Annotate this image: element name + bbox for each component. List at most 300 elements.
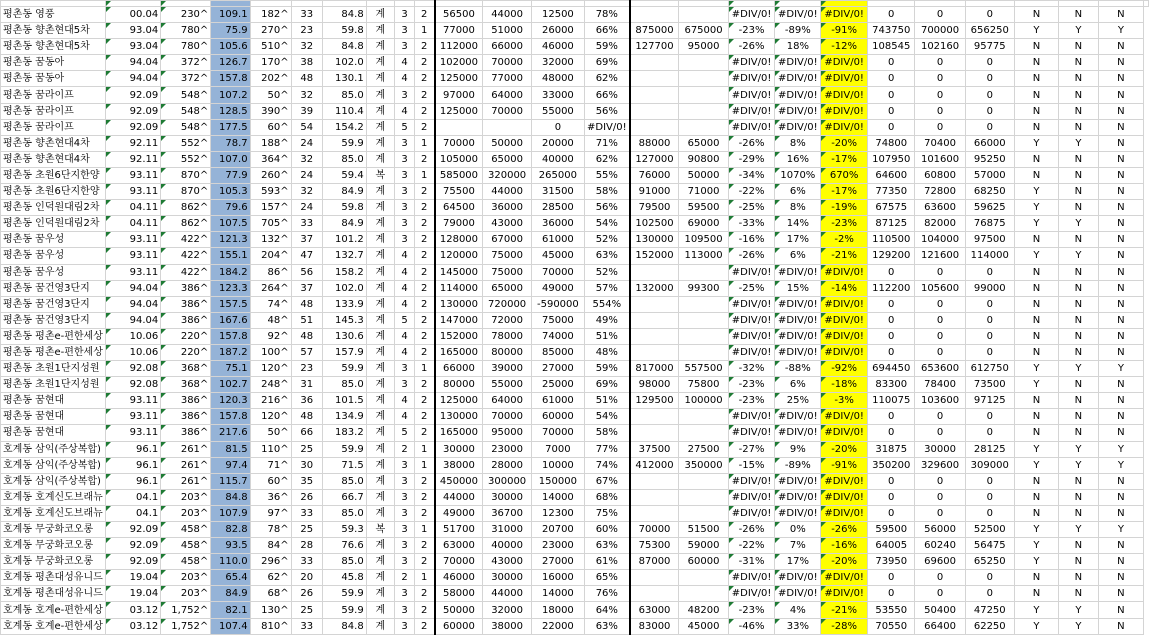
cell-col-6[interactable]: 56 [291, 264, 322, 280]
cell-col-9[interactable]: 3 [395, 586, 415, 602]
cell-col-16[interactable]: 557500 [679, 361, 728, 377]
cell-col-17[interactable]: #DIV/0! [728, 505, 775, 521]
cell-col-25[interactable]: N [1098, 393, 1143, 409]
cell-col-12[interactable]: 78000 [483, 328, 531, 344]
cell-col-14[interactable]: 63% [585, 248, 630, 264]
cell-col-8[interactable]: 계 [366, 328, 394, 344]
cell-col-16[interactable]: 45000 [679, 618, 728, 634]
cell-col-4[interactable]: 102.7 [211, 377, 250, 393]
cell-col-5[interactable]: 84^ [250, 538, 291, 554]
cell-col-20[interactable]: 70550 [868, 618, 915, 634]
cell-col-20[interactable]: 108545 [868, 39, 915, 55]
cell-col-20[interactable]: 112200 [868, 280, 915, 296]
cell-col-6[interactable]: 38 [291, 55, 322, 71]
cell-col-3[interactable]: 386^ [161, 312, 211, 328]
cell-col-2[interactable]: 92.08 [105, 361, 160, 377]
cell-col-6[interactable]: 48 [291, 409, 322, 425]
cell-col-13[interactable]: 14000 [531, 489, 584, 505]
cell-col-11[interactable]: 70000 [435, 554, 483, 570]
cell-col-6[interactable]: 33 [291, 554, 322, 570]
cell-col-23[interactable]: N [1014, 7, 1058, 23]
cell-col-20[interactable]: 0 [868, 87, 915, 103]
cell-col-4[interactable]: 184.2 [211, 264, 250, 280]
cell-col-17[interactable]: -27% [728, 441, 775, 457]
cell-col-24[interactable]: N [1059, 344, 1099, 360]
cell-col-11[interactable]: 75500 [435, 184, 483, 200]
cell-col-19[interactable]: -14% [821, 280, 868, 296]
cell-col-22[interactable]: 0 [965, 425, 1014, 441]
cell-col-7[interactable]: 154.2 [322, 119, 366, 135]
cell-col-13[interactable]: 61000 [531, 232, 584, 248]
cell-col-20[interactable]: 129200 [868, 248, 915, 264]
cell-col-3[interactable]: 870^ [161, 167, 211, 183]
cell-col-5[interactable]: 48^ [250, 312, 291, 328]
cell-col-1[interactable]: 평촌동 평촌e-편한세상 [1, 328, 106, 344]
cell-col-25[interactable]: N [1098, 151, 1143, 167]
cell-col-6[interactable]: 25 [291, 441, 322, 457]
cell-col-23[interactable]: N [1014, 312, 1058, 328]
cell-col-7[interactable]: 130.1 [322, 71, 366, 87]
cell-col-15[interactable] [630, 87, 679, 103]
cell-col-5[interactable]: 92^ [250, 328, 291, 344]
cell-col-11[interactable]: 125000 [435, 103, 483, 119]
cell-col-7[interactable]: 59.9 [322, 135, 366, 151]
cell-col-16[interactable]: 100000 [679, 393, 728, 409]
cell-col-1[interactable]: 호계동 무궁화코오롱 [1, 522, 106, 538]
cell-col-24[interactable]: Y [1059, 441, 1099, 457]
cell-col-12[interactable]: 44000 [483, 7, 531, 23]
cell-col-17[interactable]: #DIV/0! [728, 264, 775, 280]
cell-col-15[interactable]: 130000 [630, 232, 679, 248]
cell-col-12[interactable]: 720000 [483, 296, 531, 312]
cell-col-5[interactable]: 78^ [250, 522, 291, 538]
cell-col-9[interactable]: 5 [395, 312, 415, 328]
cell-col-4[interactable]: 187.2 [211, 344, 250, 360]
cell-col-16[interactable] [679, 119, 728, 135]
cell-col-14[interactable]: 75% [585, 505, 630, 521]
cell-col-6[interactable]: 54 [291, 119, 322, 135]
cell-col-16[interactable] [679, 425, 728, 441]
cell-col-16[interactable] [679, 570, 728, 586]
cell-col-14[interactable]: 554% [585, 296, 630, 312]
cell-col-16[interactable] [679, 264, 728, 280]
cell-col-8[interactable]: 계 [366, 39, 394, 55]
cell-col-17[interactable]: -22% [728, 184, 775, 200]
cell-col-2[interactable]: 96.1 [105, 473, 160, 489]
cell-col-22[interactable]: 0 [965, 55, 1014, 71]
cell-col-10[interactable]: 2 [414, 71, 434, 87]
cell-col-3[interactable]: 386^ [161, 280, 211, 296]
cell-col-1[interactable]: 평촌동 향촌현대4차 [1, 151, 106, 167]
cell-col-19[interactable]: #DIV/0! [821, 312, 868, 328]
cell-col-7[interactable]: 101.2 [322, 232, 366, 248]
cell-col-17[interactable]: -25% [728, 200, 775, 216]
cell-col-3[interactable]: 552^ [161, 151, 211, 167]
cell-col-16[interactable] [679, 103, 728, 119]
cell-col-23[interactable]: Y [1014, 135, 1058, 151]
cell-col-8[interactable]: 계 [366, 280, 394, 296]
cell-col-21[interactable]: 0 [915, 489, 965, 505]
cell-col-22[interactable]: 52500 [965, 522, 1014, 538]
cell-col-19[interactable]: #DIV/0! [821, 264, 868, 280]
cell-col-13[interactable]: 10000 [531, 457, 584, 473]
cell-col-21[interactable]: 60800 [915, 167, 965, 183]
cell-col-14[interactable]: 52% [585, 264, 630, 280]
cell-col-23[interactable]: N [1014, 505, 1058, 521]
cell-col-8[interactable]: 계 [366, 7, 394, 23]
cell-col-2[interactable]: 94.04 [105, 296, 160, 312]
cell-col-21[interactable]: 104000 [915, 232, 965, 248]
cell-col-10[interactable]: 2 [414, 103, 434, 119]
cell-col-6[interactable]: 66 [291, 425, 322, 441]
cell-col-1[interactable]: 평촌동 꿈현대 [1, 409, 106, 425]
cell-col-25[interactable]: N [1098, 39, 1143, 55]
cell-col-24[interactable]: N [1059, 489, 1099, 505]
cell-col-6[interactable]: 26 [291, 586, 322, 602]
cell-col-15[interactable] [630, 473, 679, 489]
cell-col-8[interactable]: 계 [366, 618, 394, 634]
cell-col-11[interactable]: 165000 [435, 425, 483, 441]
cell-col-14[interactable]: 62% [585, 151, 630, 167]
cell-col-9[interactable]: 3 [395, 538, 415, 554]
cell-col-21[interactable]: 0 [915, 312, 965, 328]
cell-col-7[interactable]: 59.3 [322, 522, 366, 538]
cell-col-16[interactable]: 675000 [679, 23, 728, 39]
cell-col-10[interactable]: 2 [414, 425, 434, 441]
cell-col-11[interactable]: 165000 [435, 344, 483, 360]
cell-col-11[interactable]: 114000 [435, 280, 483, 296]
cell-col-11[interactable]: 585000 [435, 167, 483, 183]
cell-col-8[interactable]: 계 [366, 232, 394, 248]
cell-col-1[interactable]: 호계동 호계e-편한세상 [1, 618, 106, 634]
cell-col-5[interactable]: 71^ [250, 457, 291, 473]
cell-col-23[interactable]: N [1014, 570, 1058, 586]
cell-col-6[interactable]: 30 [291, 457, 322, 473]
cell-col-1[interactable]: 평촌동 초원6단지한양 [1, 167, 106, 183]
cell-col-14[interactable]: 59% [585, 361, 630, 377]
cell-col-18[interactable]: 0% [775, 522, 821, 538]
cell-col-10[interactable]: 2 [414, 264, 434, 280]
cell-col-25[interactable]: N [1098, 7, 1143, 23]
cell-col-25[interactable]: N [1098, 216, 1143, 232]
cell-col-24[interactable]: N [1059, 328, 1099, 344]
cell-col-10[interactable]: 1 [414, 457, 434, 473]
cell-col-6[interactable]: 48 [291, 328, 322, 344]
cell-col-2[interactable]: 92.09 [105, 538, 160, 554]
cell-col-18[interactable]: 33% [775, 618, 821, 634]
cell-col-6[interactable]: 51 [291, 312, 322, 328]
cell-col-18[interactable]: 6% [775, 248, 821, 264]
cell-col-22[interactable]: 0 [965, 409, 1014, 425]
cell-col-24[interactable]: Y [1059, 361, 1099, 377]
cell-col-14[interactable]: #DIV/0! [585, 119, 630, 135]
cell-col-12[interactable]: 30000 [483, 489, 531, 505]
cell-col-10[interactable]: 1 [414, 441, 434, 457]
cell-col-14[interactable]: 55% [585, 167, 630, 183]
cell-col-12[interactable]: 64000 [483, 393, 531, 409]
cell-col-10[interactable]: 2 [414, 554, 434, 570]
cell-col-16[interactable]: 75800 [679, 377, 728, 393]
cell-col-11[interactable]: 102000 [435, 55, 483, 71]
cell-col-10[interactable]: 2 [414, 55, 434, 71]
cell-col-18[interactable]: 4% [775, 602, 821, 618]
cell-col-10[interactable]: 1 [414, 361, 434, 377]
cell-col-11[interactable]: 49000 [435, 505, 483, 521]
cell-col-8[interactable]: 계 [366, 457, 394, 473]
cell-col-22[interactable]: 0 [965, 328, 1014, 344]
cell-col-22[interactable]: 0 [965, 586, 1014, 602]
cell-col-10[interactable]: 1 [414, 167, 434, 183]
cell-col-2[interactable]: 92.09 [105, 522, 160, 538]
cell-col-9[interactable]: 3 [395, 473, 415, 489]
cell-col-7[interactable]: 59.4 [322, 167, 366, 183]
cell-col-13[interactable]: 18000 [531, 602, 584, 618]
cell-col-13[interactable]: 33000 [531, 87, 584, 103]
cell-col-18[interactable]: -89% [775, 457, 821, 473]
cell-col-5[interactable]: 60^ [250, 473, 291, 489]
cell-col-4[interactable]: 75.9 [211, 23, 250, 39]
cell-col-12[interactable]: 95000 [483, 425, 531, 441]
cell-col-21[interactable]: 0 [915, 344, 965, 360]
cell-col-25[interactable]: N [1098, 602, 1143, 618]
cell-col-18[interactable]: #DIV/0! [775, 312, 821, 328]
cell-col-24[interactable]: N [1059, 377, 1099, 393]
cell-col-20[interactable]: 87125 [868, 216, 915, 232]
cell-col-3[interactable]: 261^ [161, 457, 211, 473]
cell-col-15[interactable] [630, 312, 679, 328]
cell-col-9[interactable]: 5 [395, 119, 415, 135]
cell-col-20[interactable]: 53550 [868, 602, 915, 618]
cell-col-2[interactable]: 93.11 [105, 248, 160, 264]
cell-col-22[interactable]: 656250 [965, 23, 1014, 39]
cell-col-2[interactable]: 96.1 [105, 457, 160, 473]
cell-col-22[interactable]: 0 [965, 71, 1014, 87]
cell-col-24[interactable]: N [1059, 55, 1099, 71]
cell-col-23[interactable]: Y [1014, 441, 1058, 457]
cell-col-8[interactable]: 계 [366, 361, 394, 377]
cell-col-1[interactable]: 평촌동 향촌현대4차 [1, 135, 106, 151]
cell-col-1[interactable]: 평촌동 꿈우성 [1, 248, 106, 264]
cell-col-6[interactable]: 25 [291, 602, 322, 618]
cell-col-1[interactable]: 평촌동 꿈건영3단지 [1, 280, 106, 296]
cell-col-25[interactable]: N [1098, 425, 1143, 441]
cell-col-2[interactable]: 94.04 [105, 71, 160, 87]
cell-col-13[interactable]: 85000 [531, 344, 584, 360]
cell-col-15[interactable] [630, 489, 679, 505]
cell-col-17[interactable]: #DIV/0! [728, 55, 775, 71]
cell-col-22[interactable]: 0 [965, 570, 1014, 586]
cell-col-16[interactable] [679, 71, 728, 87]
cell-col-17[interactable]: -46% [728, 618, 775, 634]
cell-col-12[interactable]: 55000 [483, 377, 531, 393]
cell-col-13[interactable]: 7000 [531, 441, 584, 457]
cell-col-12[interactable]: 36700 [483, 505, 531, 521]
cell-col-13[interactable]: 48000 [531, 71, 584, 87]
cell-col-6[interactable]: 48 [291, 296, 322, 312]
cell-col-4[interactable]: 107.4 [211, 618, 250, 634]
cell-col-22[interactable]: 97125 [965, 393, 1014, 409]
cell-col-20[interactable]: 64005 [868, 538, 915, 554]
cell-col-24[interactable]: Y [1059, 135, 1099, 151]
cell-col-19[interactable]: -23% [821, 216, 868, 232]
cell-col-11[interactable]: 63000 [435, 538, 483, 554]
cell-col-20[interactable]: 694450 [868, 361, 915, 377]
cell-col-12[interactable]: 70000 [483, 103, 531, 119]
cell-col-5[interactable]: 68^ [250, 586, 291, 602]
cell-col-17[interactable]: #DIV/0! [728, 71, 775, 87]
cell-col-3[interactable]: 780^ [161, 39, 211, 55]
cell-col-13[interactable]: 70000 [531, 264, 584, 280]
cell-col-5[interactable]: 50^ [250, 425, 291, 441]
cell-col-7[interactable]: 133.9 [322, 296, 366, 312]
cell-col-4[interactable]: 81.5 [211, 441, 250, 457]
cell-col-14[interactable]: 69% [585, 377, 630, 393]
cell-col-4[interactable]: 84.8 [211, 489, 250, 505]
cell-col-25[interactable]: N [1098, 538, 1143, 554]
cell-col-19[interactable]: #DIV/0! [821, 425, 868, 441]
cell-col-17[interactable]: #DIV/0! [728, 7, 775, 23]
cell-col-3[interactable]: 261^ [161, 473, 211, 489]
cell-col-19[interactable]: -20% [821, 441, 868, 457]
cell-col-10[interactable]: 2 [414, 489, 434, 505]
cell-col-11[interactable]: 50000 [435, 602, 483, 618]
cell-col-20[interactable]: 110500 [868, 232, 915, 248]
cell-col-5[interactable]: 120^ [250, 361, 291, 377]
cell-col-4[interactable]: 157.5 [211, 296, 250, 312]
cell-col-3[interactable]: 1,752^ [161, 618, 211, 634]
cell-col-22[interactable]: 95775 [965, 39, 1014, 55]
cell-col-13[interactable]: 25000 [531, 377, 584, 393]
cell-col-7[interactable]: 59.9 [322, 602, 366, 618]
cell-col-1[interactable]: 평촌동 꿈동아 [1, 71, 106, 87]
cell-col-7[interactable]: 85.0 [322, 377, 366, 393]
cell-col-4[interactable]: 107.9 [211, 505, 250, 521]
cell-col-7[interactable]: 130.6 [322, 328, 366, 344]
cell-col-10[interactable]: 1 [414, 522, 434, 538]
cell-col-5[interactable]: 170^ [250, 55, 291, 71]
cell-col-10[interactable]: 2 [414, 505, 434, 521]
cell-col-2[interactable]: 04.11 [105, 200, 160, 216]
cell-col-16[interactable]: 113000 [679, 248, 728, 264]
cell-col-2[interactable]: 92.09 [105, 554, 160, 570]
cell-col-19[interactable]: #DIV/0! [821, 505, 868, 521]
cell-col-16[interactable]: 350000 [679, 457, 728, 473]
cell-col-11[interactable]: 46000 [435, 570, 483, 586]
cell-col-19[interactable]: -91% [821, 457, 868, 473]
cell-col-19[interactable]: -92% [821, 361, 868, 377]
cell-col-4[interactable]: 82.1 [211, 602, 250, 618]
cell-col-9[interactable]: 3 [395, 505, 415, 521]
cell-col-22[interactable]: 0 [965, 87, 1014, 103]
cell-col-15[interactable] [630, 425, 679, 441]
cell-col-14[interactable]: 77% [585, 441, 630, 457]
cell-col-2[interactable]: 93.11 [105, 393, 160, 409]
cell-col-7[interactable]: 85.0 [322, 554, 366, 570]
cell-col-15[interactable]: 63000 [630, 602, 679, 618]
cell-col-24[interactable]: N [1059, 39, 1099, 55]
cell-col-20[interactable]: 0 [868, 570, 915, 586]
cell-col-20[interactable]: 0 [868, 344, 915, 360]
cell-col-23[interactable]: Y [1014, 538, 1058, 554]
cell-col-7[interactable]: 45.8 [322, 570, 366, 586]
cell-col-3[interactable]: 386^ [161, 409, 211, 425]
cell-col-7[interactable]: 59.9 [322, 586, 366, 602]
cell-col-20[interactable]: 77350 [868, 184, 915, 200]
cell-col-3[interactable]: 261^ [161, 441, 211, 457]
cell-col-20[interactable]: 31875 [868, 441, 915, 457]
cell-col-15[interactable]: 412000 [630, 457, 679, 473]
cell-col-18[interactable]: #DIV/0! [775, 505, 821, 521]
cell-col-21[interactable]: 0 [915, 296, 965, 312]
cell-col-23[interactable]: Y [1014, 248, 1058, 264]
cell-col-22[interactable]: 0 [965, 264, 1014, 280]
cell-col-8[interactable]: 계 [366, 554, 394, 570]
cell-col-13[interactable]: 27000 [531, 554, 584, 570]
cell-col-22[interactable]: 68250 [965, 184, 1014, 200]
cell-col-17[interactable]: #DIV/0! [728, 119, 775, 135]
cell-col-8[interactable]: 계 [366, 425, 394, 441]
cell-col-19[interactable]: #DIV/0! [821, 570, 868, 586]
cell-col-14[interactable]: 54% [585, 216, 630, 232]
cell-col-16[interactable]: 50000 [679, 167, 728, 183]
cell-col-15[interactable]: 102500 [630, 216, 679, 232]
cell-col-25[interactable]: N [1098, 377, 1143, 393]
cell-col-11[interactable]: 130000 [435, 409, 483, 425]
cell-col-12[interactable] [483, 119, 531, 135]
cell-col-2[interactable]: 93.04 [105, 39, 160, 55]
cell-col-18[interactable]: -89% [775, 23, 821, 39]
cell-col-2[interactable]: 92.09 [105, 103, 160, 119]
cell-col-8[interactable]: 계 [366, 489, 394, 505]
cell-col-25[interactable]: Y [1098, 441, 1143, 457]
cell-col-25[interactable]: N [1098, 248, 1143, 264]
cell-col-11[interactable]: 44000 [435, 489, 483, 505]
cell-col-3[interactable]: 372^ [161, 71, 211, 87]
cell-col-24[interactable]: N [1059, 473, 1099, 489]
cell-col-11[interactable]: 56500 [435, 7, 483, 23]
cell-col-6[interactable]: 24 [291, 135, 322, 151]
cell-col-4[interactable]: 93.5 [211, 538, 250, 554]
cell-col-8[interactable]: 계 [366, 264, 394, 280]
cell-col-5[interactable]: 216^ [250, 393, 291, 409]
cell-col-8[interactable]: 복 [366, 167, 394, 183]
cell-col-4[interactable]: 97.4 [211, 457, 250, 473]
cell-col-23[interactable]: Y [1014, 457, 1058, 473]
cell-col-13[interactable]: 22000 [531, 618, 584, 634]
cell-col-5[interactable]: 810^ [250, 618, 291, 634]
cell-col-5[interactable]: 60^ [250, 119, 291, 135]
cell-col-2[interactable]: 92.11 [105, 135, 160, 151]
cell-col-23[interactable]: N [1014, 151, 1058, 167]
cell-col-2[interactable]: 10.06 [105, 344, 160, 360]
cell-col-16[interactable] [679, 473, 728, 489]
cell-col-5[interactable]: 120^ [250, 409, 291, 425]
cell-col-4[interactable]: 75.1 [211, 361, 250, 377]
cell-col-23[interactable]: Y [1014, 200, 1058, 216]
cell-col-20[interactable]: 0 [868, 473, 915, 489]
cell-col-8[interactable]: 계 [366, 602, 394, 618]
cell-col-13[interactable]: 16000 [531, 570, 584, 586]
cell-col-8[interactable]: 계 [366, 119, 394, 135]
cell-col-24[interactable]: N [1059, 280, 1099, 296]
cell-col-4[interactable]: 79.6 [211, 200, 250, 216]
cell-col-1[interactable]: 평촌동 꿈동아 [1, 55, 106, 71]
cell-col-21[interactable]: 653600 [915, 361, 965, 377]
cell-col-11[interactable]: 60000 [435, 618, 483, 634]
cell-col-21[interactable]: 66400 [915, 618, 965, 634]
cell-col-3[interactable]: 422^ [161, 248, 211, 264]
cell-col-16[interactable]: 51500 [679, 522, 728, 538]
